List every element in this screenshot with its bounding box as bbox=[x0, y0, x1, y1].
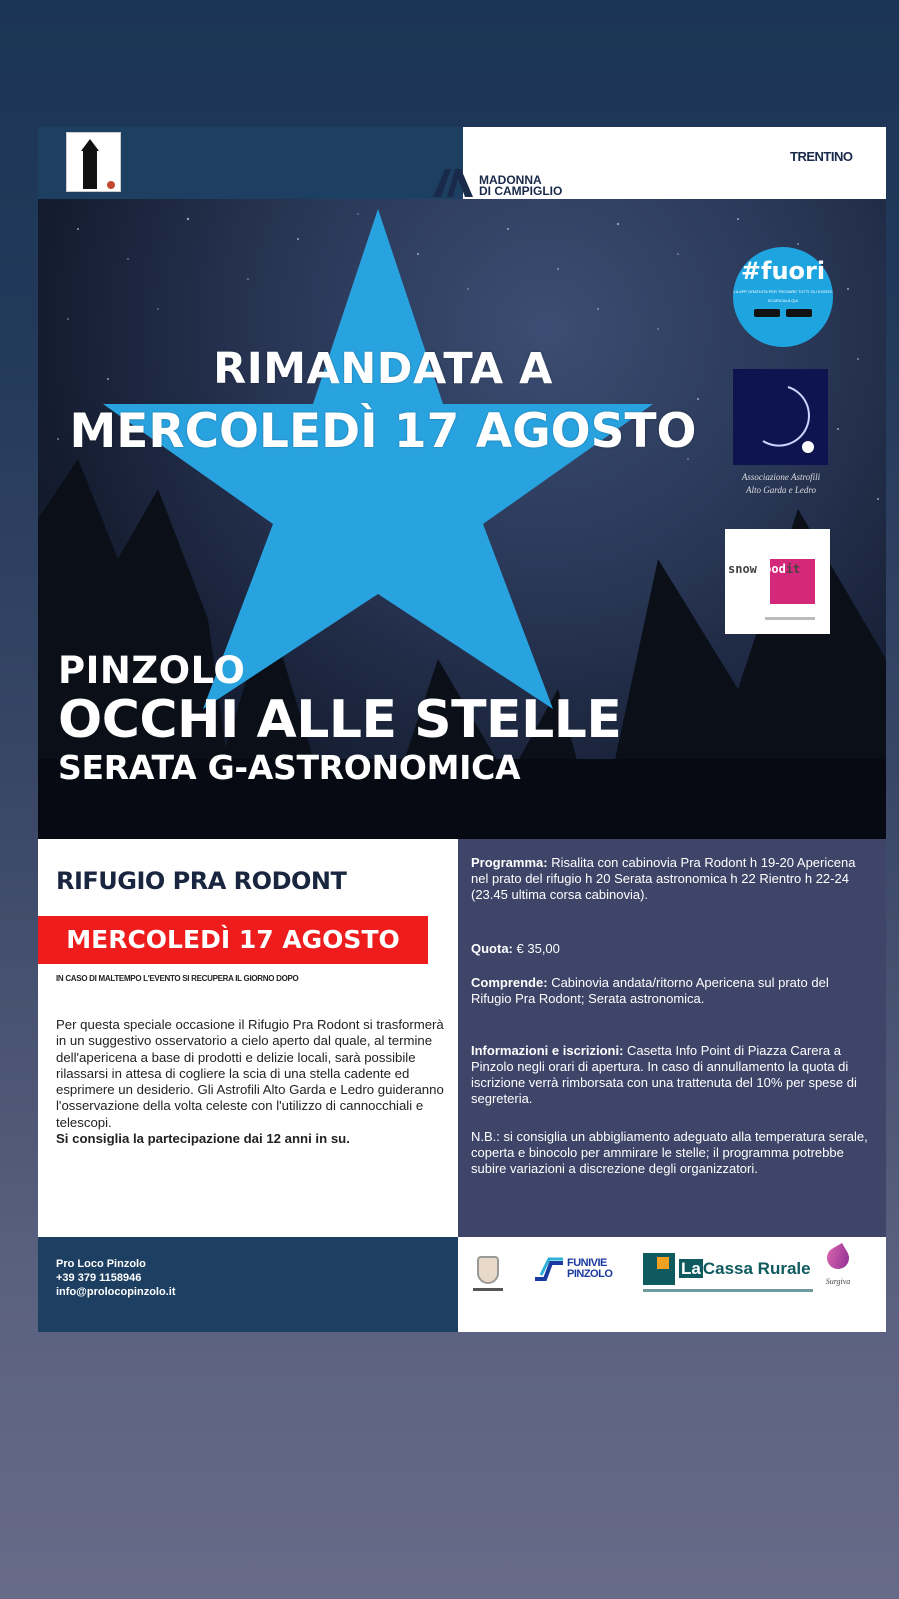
programma-block bbox=[471, 855, 871, 903]
sponsor-footer bbox=[458, 1237, 886, 1332]
proloco-logo bbox=[66, 132, 121, 192]
cassa-la: La bbox=[681, 1259, 701, 1278]
comprende-text: Cabinovia andata/ritorno Apericena sul prato del Rifugio Pra Rodont; Serata astronomica. bbox=[471, 975, 829, 1006]
contact-email: info@prolocopinzolo.it bbox=[56, 1286, 176, 1298]
snowfood-c: it bbox=[785, 562, 801, 576]
quota-block bbox=[471, 941, 871, 957]
fuori-tag: #fuori bbox=[740, 257, 826, 285]
cassa-name: Cassa Rurale bbox=[702, 1259, 811, 1278]
app-store-icon bbox=[754, 309, 780, 317]
madonna-line2: DI CAMPIGLIO bbox=[479, 184, 563, 198]
quota-label: Quota: bbox=[471, 941, 513, 956]
event-info-right bbox=[458, 839, 886, 1237]
snowfood-a: snow bbox=[728, 562, 757, 576]
fuori-subtitle: LA APP GRATUITA PER TROVARE TUTTI GLI EVENTI bbox=[733, 289, 833, 294]
madonna-line1: MADONNA bbox=[479, 173, 542, 187]
rose-icon bbox=[107, 181, 115, 189]
event-subtitle: SERATA G-ASTRONOMICA bbox=[58, 748, 521, 787]
snowfood-tagline bbox=[765, 617, 815, 620]
google-play-icon bbox=[786, 309, 812, 317]
fuori-app-badge bbox=[733, 247, 833, 347]
astrofili-caption bbox=[726, 471, 836, 497]
surgiva-label: Surgiva bbox=[825, 1277, 851, 1286]
mountain-logo-icon bbox=[433, 165, 473, 197]
contact-org: Pro Loco Pinzolo bbox=[56, 1258, 146, 1270]
nb-text: N.B.: si consiglia un abbigliamento adeguato alla temperatura serale, coperta e binocolo per ammirare le stelle; il programma potrebbe subire variazioni a discrezione degli organizzatori. bbox=[471, 1129, 868, 1176]
info-block bbox=[471, 1043, 871, 1107]
postponed-line1: RIMANDATA A bbox=[213, 344, 553, 394]
blue-star-shape bbox=[98, 209, 658, 709]
water-drop-icon bbox=[823, 1243, 853, 1273]
bell-tower-body bbox=[83, 151, 97, 189]
age-recommendation: Si consiglia la partecipazione dai 12 anni in su. bbox=[56, 1131, 350, 1147]
funivie-line2: PINZOLO bbox=[567, 1268, 613, 1280]
event-title: OCCHI ALLE STELLE bbox=[58, 690, 622, 750]
funivie-pinzolo-logo bbox=[533, 1257, 612, 1281]
nb-block bbox=[471, 1129, 871, 1177]
contact-footer bbox=[38, 1237, 458, 1332]
snowfood-logo bbox=[725, 529, 830, 634]
contact-phone: +39 379 1158946 bbox=[56, 1272, 142, 1284]
funivie-line1: FUNIVIE bbox=[567, 1257, 607, 1269]
description-text: Per questa speciale occasione il Rifugio Pra Rodont si trasformerà in un suggestivo osservatorio a cielo aperto dal quale, al termine dell'apericena a base di prodotti e delizie locali, sarà possibile rilassarsi in attesa di cogliere la scia di una stella cadente ed esprimere un desiderio. Gli Astrofili Alto Garda e Ledro guideranno l'osservazione della volta celeste con l'utilizzo di cannocchiali e telescopi. bbox=[56, 1017, 444, 1130]
hero-night-sky bbox=[38, 199, 886, 839]
surgiva-logo bbox=[818, 1247, 858, 1307]
postponed-notice bbox=[38, 344, 728, 459]
programma-text: Risalita con cabinovia Pra Rodont h 19-20 Apericena nel prato del rifugio h 20 Serata astronomica h 22 Rientro h 22-24 (23.45 ultima corsa cabinovia). bbox=[471, 855, 856, 902]
snowfood-b: food bbox=[756, 562, 786, 576]
astrofili-logo bbox=[733, 369, 828, 465]
programma-label: Programma: bbox=[471, 855, 548, 870]
cassa-rurale-mark-icon bbox=[643, 1253, 675, 1285]
event-date-banner: MERCOLEDÌ 17 AGOSTO bbox=[38, 916, 428, 964]
trentino-logo: TRENTINO bbox=[790, 149, 853, 164]
comune-pinzolo-crest bbox=[473, 1252, 503, 1292]
funivie-mark-icon bbox=[533, 1257, 563, 1281]
cassa-rurale-logo bbox=[643, 1253, 811, 1285]
event-place: PINZOLO bbox=[58, 649, 246, 692]
info-label: Informazioni e iscrizioni: bbox=[471, 1043, 624, 1058]
comprende-label: Comprende: bbox=[471, 975, 548, 990]
crest-icon bbox=[477, 1256, 499, 1284]
event-description bbox=[56, 1017, 446, 1147]
info-text: Casetta Info Point di Piazza Carera a Pinzolo negli orari di apertura. In caso di annullamento la quota di iscrizione verrà rimborsata con una trattenuta del 10% per spese di segreteria. bbox=[471, 1043, 857, 1106]
astrofili-line2: Alto Garda e Ledro bbox=[745, 485, 817, 495]
venue-name: RIFUGIO PRA RODONT bbox=[56, 867, 347, 895]
madonna-di-campiglio-logo bbox=[433, 165, 562, 197]
astrofili-line1: Associazione Astrofili bbox=[741, 472, 821, 482]
event-poster bbox=[38, 127, 886, 1332]
event-details-left bbox=[38, 839, 458, 1237]
bad-weather-note: IN CASO DI MALTEMPO L'EVENTO SI RECUPERA IL GIORNO DOPO bbox=[56, 974, 299, 983]
event-title-block bbox=[58, 649, 621, 787]
comprende-block bbox=[471, 975, 871, 1007]
quota-value: € 35,00 bbox=[516, 941, 560, 956]
fuori-cta: SCARICALA QUI bbox=[767, 298, 799, 303]
postponed-line2: MERCOLEDÌ 17 AGOSTO bbox=[69, 404, 697, 459]
bell-tower-icon bbox=[81, 139, 99, 151]
